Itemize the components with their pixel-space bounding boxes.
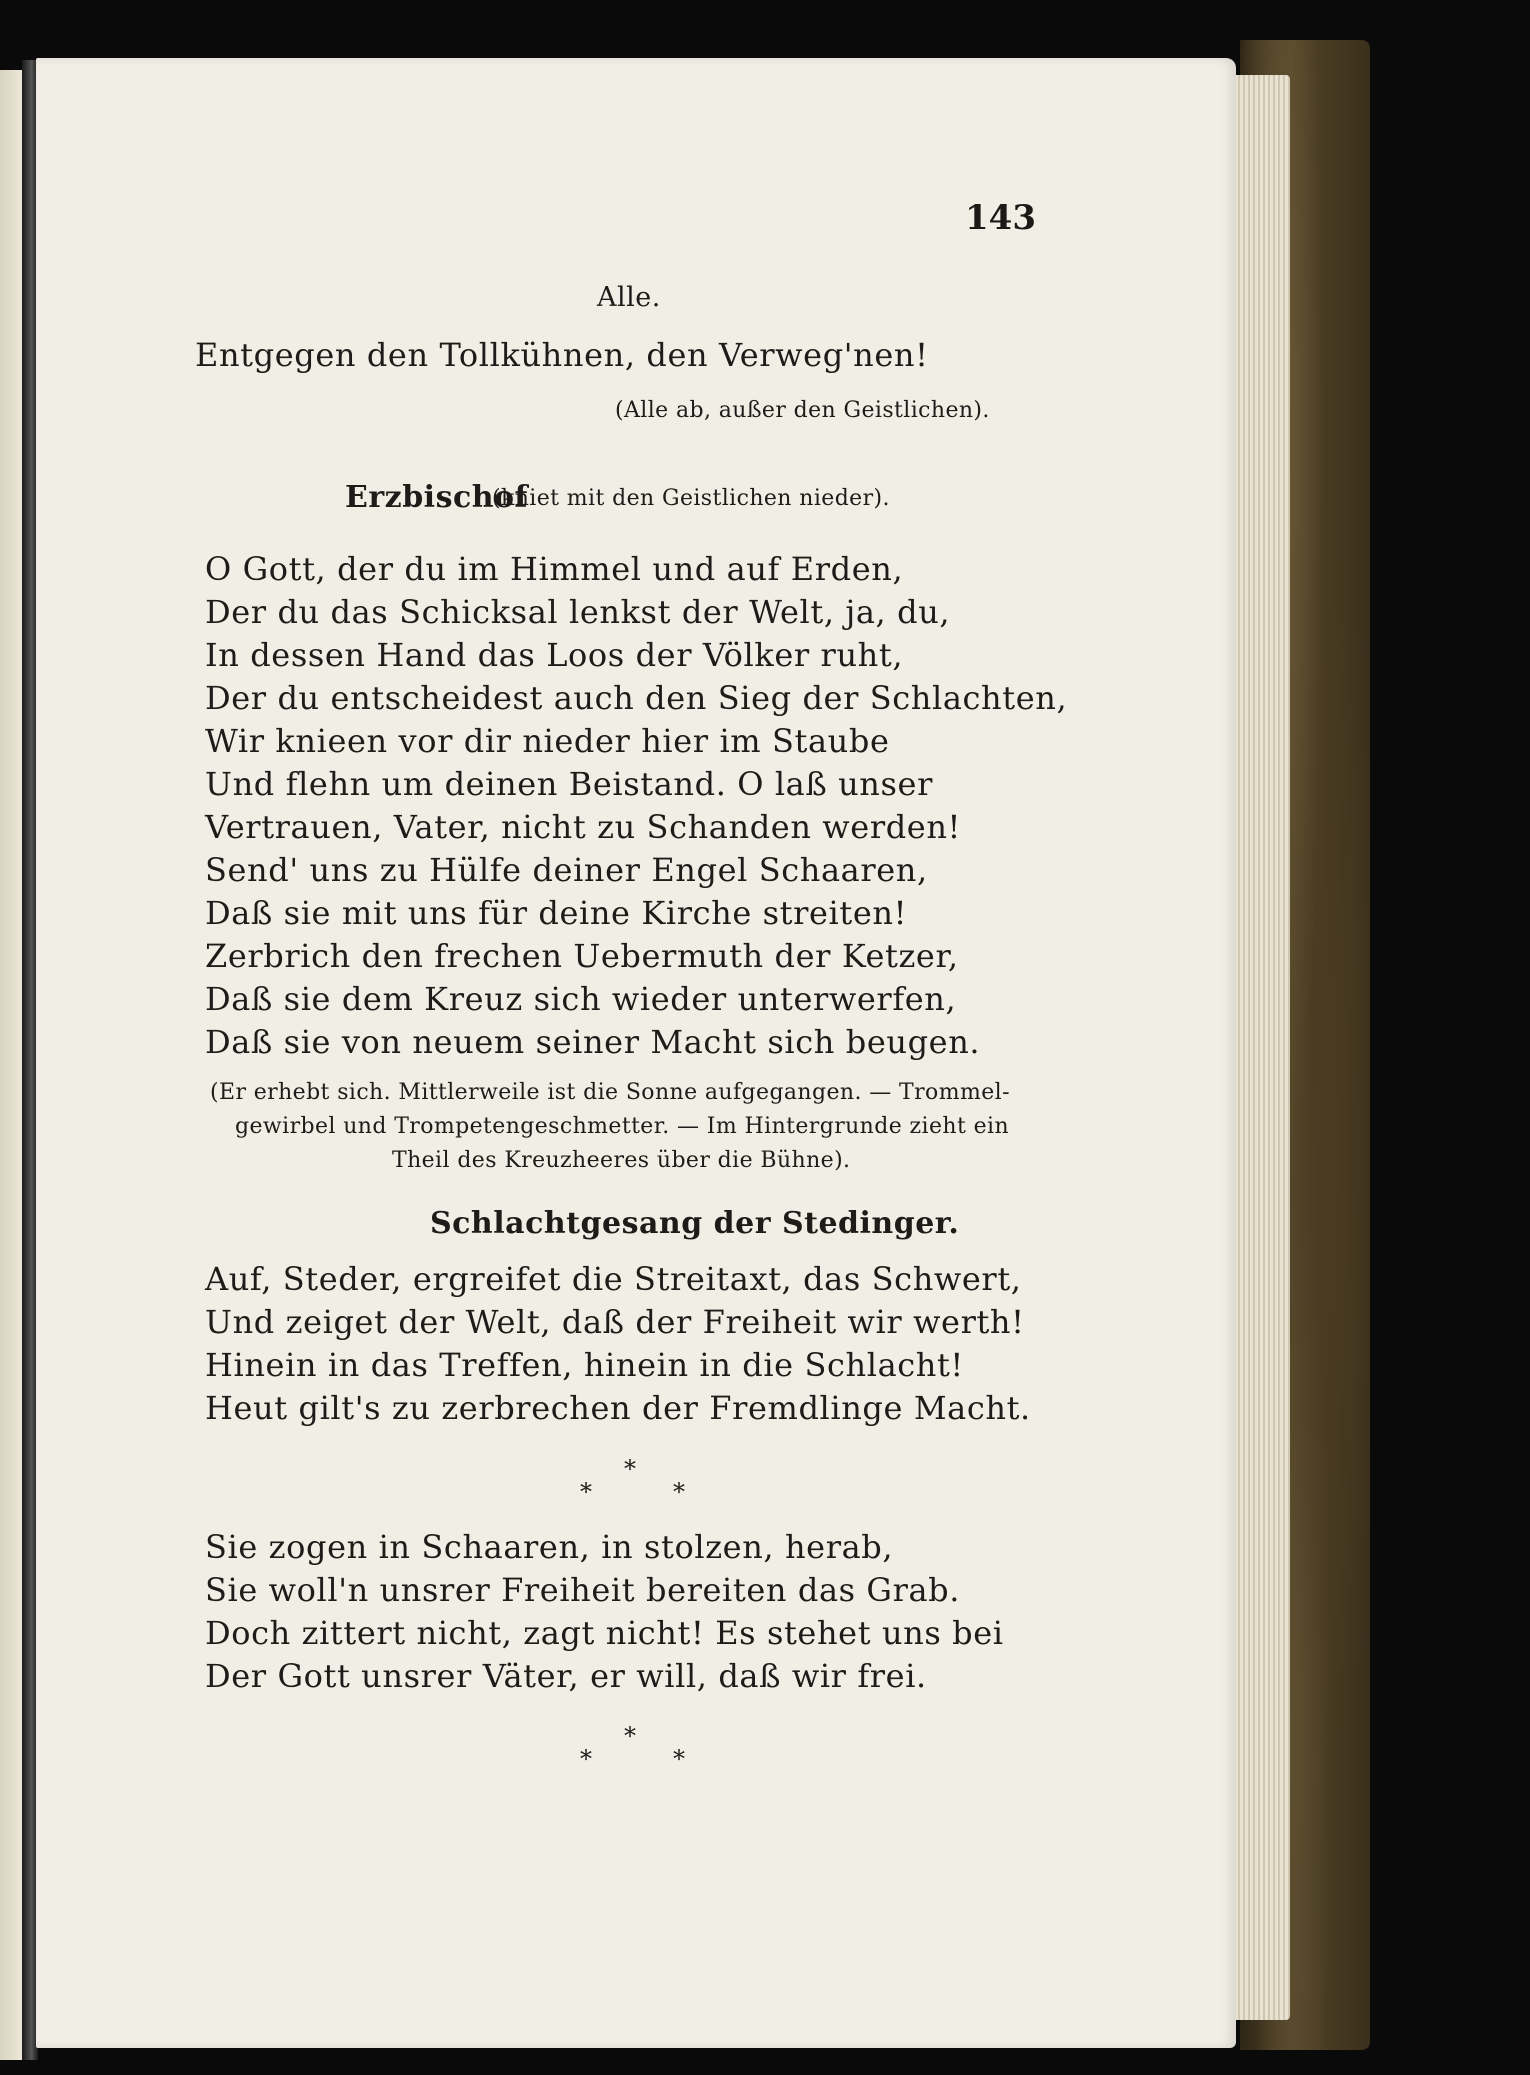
song-line: Doch zittert nicht, zagt nicht! Es stehet uns bei [205,1614,1004,1652]
prayer-line: Daß sie mit uns für deine Kirche streiten! [205,894,908,932]
asterism-star: * [673,1478,685,1506]
alle-stage-direction: (Alle ab, außer den Geistlichen). [615,398,990,423]
asterism-star: * [580,1478,592,1506]
asterism-star: * [580,1745,592,1773]
prayer-line: Der du entscheidest auch den Sieg der Schlachten, [205,679,1068,717]
song-line: Hinein in das Treffen, hinein in die Schlacht! [205,1346,964,1384]
prayer-line: Wir knieen vor dir nieder hier im Staube [205,722,890,760]
prayer-line: Der du das Schicksal lenkst der Welt, ja, du, [205,593,951,631]
prayer-line: Zerbrich den frechen Uebermuth der Ketzer, [205,937,959,975]
song-heading: Schlachtgesang der Stedinger. [430,1206,960,1241]
speaker-erzbischof: Erzbischof [345,480,528,515]
prayer-line: O Gott, der du im Himmel und auf Erden, [205,550,904,588]
asterism-star: * [624,1455,636,1483]
prayer-line: Und flehn um deinen Beistand. O laß unser [205,765,933,803]
prayer-line: Send' uns zu Hülfe deiner Engel Schaaren, [205,851,928,889]
song-line: Sie zogen in Schaaren, in stolzen, herab, [205,1528,894,1566]
song-line: Und zeiget der Welt, daß der Freiheit wir werth! [205,1303,1025,1341]
alle-line: Entgegen den Tollkühnen, den Verweg'nen! [195,336,929,374]
prayer-line: Vertrauen, Vater, nicht zu Schanden werden! [205,808,962,846]
page-number: 143 [965,198,1036,238]
stage-direction-line: Theil des Kreuzheeres über die Bühne). [392,1148,851,1173]
song-line: Heut gilt's zu zerbrechen der Fremdlinge Macht. [205,1389,1031,1427]
prayer-line: Daß sie von neuem seiner Macht sich beugen. [205,1023,981,1061]
stage-direction-line: (Er erhebt sich. Mittlerweile ist die Sonne aufgegangen. — Trommel- [210,1080,1010,1105]
song-line: Auf, Steder, ergreifet die Streitaxt, das Schwert, [205,1260,1022,1298]
prayer-line: Daß sie dem Kreuz sich wieder unterwerfen, [205,980,957,1018]
song-line: Sie woll'n unsrer Freiheit bereiten das Grab. [205,1571,961,1609]
song-line: Der Gott unsrer Väter, er will, daß wir frei. [205,1657,927,1695]
asterism-star: * [673,1745,685,1773]
asterism-star: * [624,1722,636,1750]
erzbischof-stage-direction: (kniet mit den Geistlichen nieder). [492,486,890,511]
stage-direction-line: gewirbel und Trompetengeschmetter. — Im Hintergrunde zieht ein [235,1114,1010,1139]
prayer-line: In dessen Hand das Loos der Völker ruht, [205,636,904,674]
speaker-alle: Alle. [597,282,661,313]
